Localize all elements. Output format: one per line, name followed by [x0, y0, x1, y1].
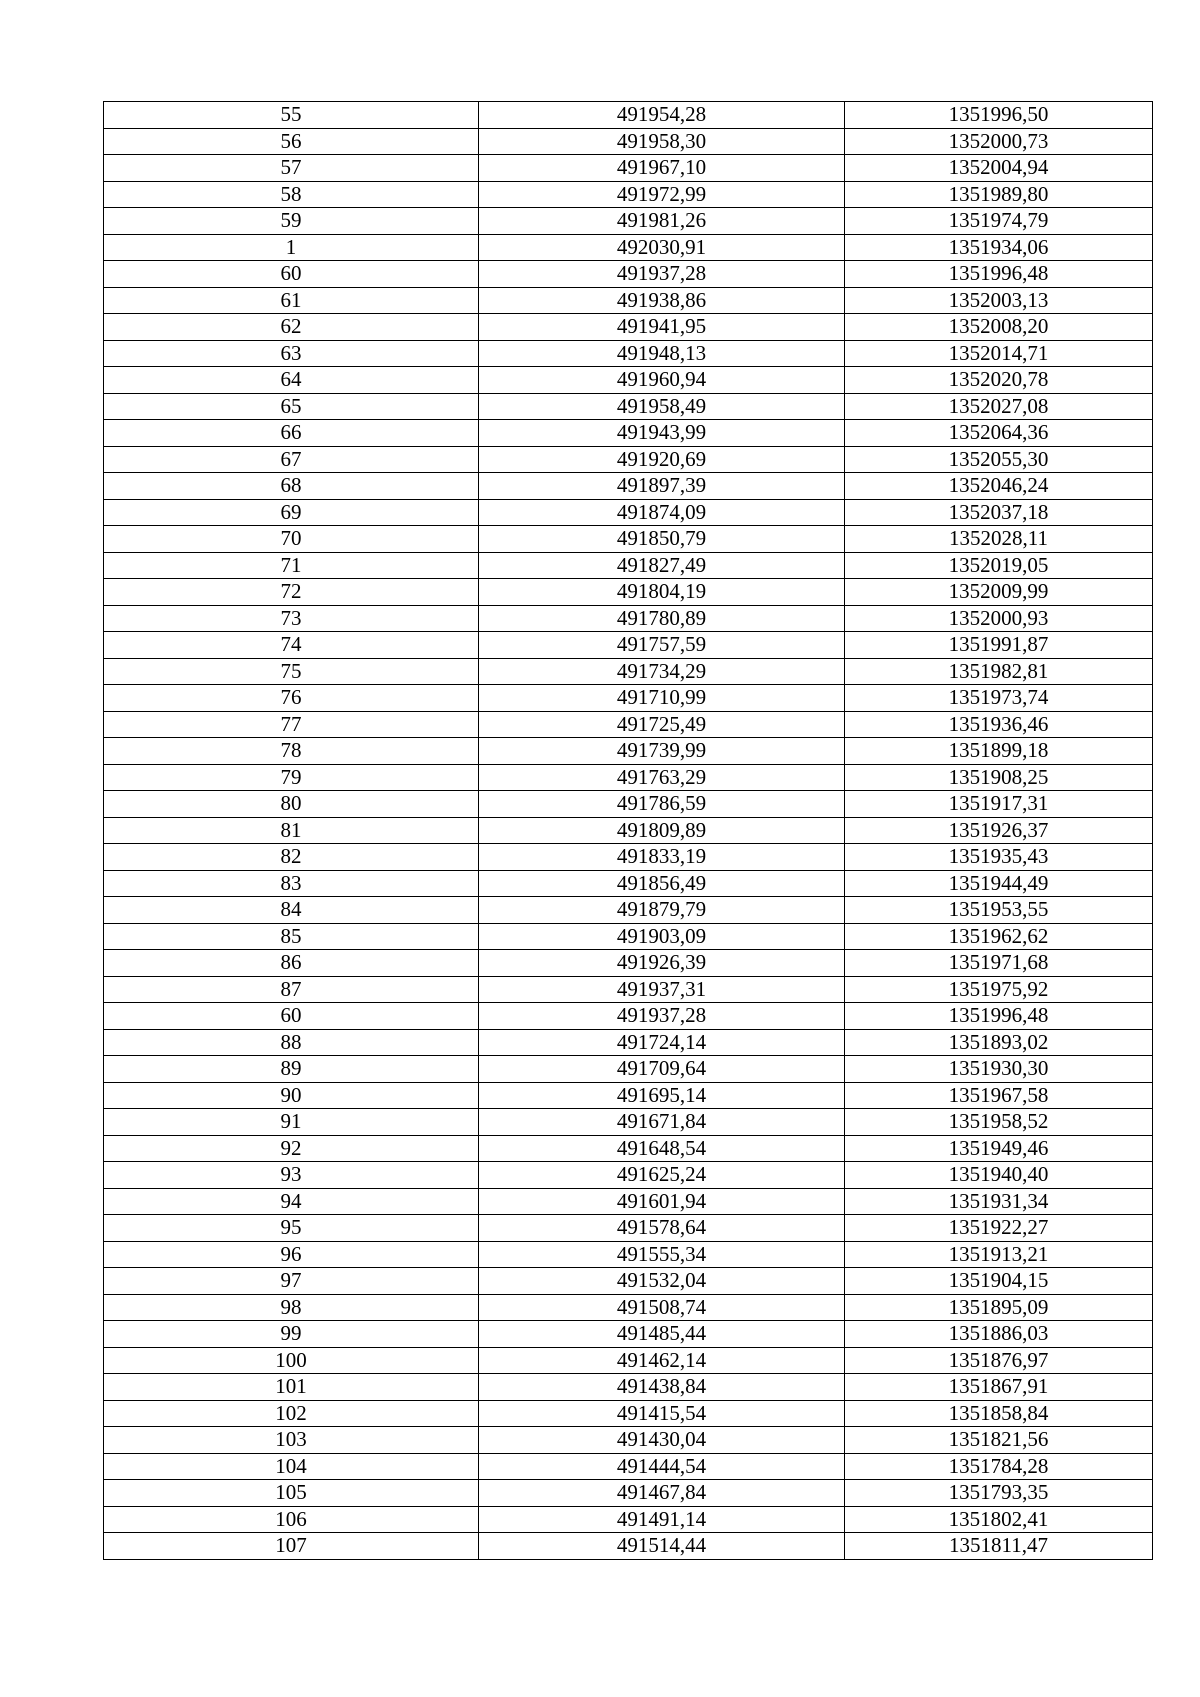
y-coordinate-cell: 1351991,87 [845, 632, 1153, 659]
x-coordinate-cell: 491879,79 [479, 897, 845, 924]
y-coordinate-cell: 1352027,08 [845, 393, 1153, 420]
y-coordinate-cell: 1351934,06 [845, 234, 1153, 261]
point-number-cell: 65 [104, 393, 479, 420]
y-coordinate-cell: 1351802,41 [845, 1506, 1153, 1533]
y-coordinate-cell: 1352000,73 [845, 128, 1153, 155]
x-coordinate-cell: 491958,49 [479, 393, 845, 420]
point-number-cell: 74 [104, 632, 479, 659]
x-coordinate-cell: 491508,74 [479, 1294, 845, 1321]
table-row [104, 314, 1153, 341]
y-coordinate-cell: 1351996,48 [845, 1003, 1153, 1030]
point-number-cell: 70 [104, 526, 479, 553]
y-coordinate-cell: 1351949,46 [845, 1135, 1153, 1162]
point-number-cell: 107 [104, 1533, 479, 1560]
point-number-cell: 75 [104, 658, 479, 685]
point-number-cell: 81 [104, 817, 479, 844]
table-row [104, 632, 1153, 659]
table-row [104, 579, 1153, 606]
table-row [104, 340, 1153, 367]
x-coordinate-cell: 491695,14 [479, 1082, 845, 1109]
table-row [104, 181, 1153, 208]
x-coordinate-cell: 491430,04 [479, 1427, 845, 1454]
table-row [104, 499, 1153, 526]
y-coordinate-cell: 1351996,50 [845, 102, 1153, 129]
table-row [104, 658, 1153, 685]
table-row [104, 897, 1153, 924]
y-coordinate-cell: 1351886,03 [845, 1321, 1153, 1348]
point-number-cell: 102 [104, 1400, 479, 1427]
y-coordinate-cell: 1351975,92 [845, 976, 1153, 1003]
x-coordinate-cell: 491444,54 [479, 1453, 845, 1480]
y-coordinate-cell: 1351904,15 [845, 1268, 1153, 1295]
point-number-cell: 69 [104, 499, 479, 526]
y-coordinate-cell: 1352064,36 [845, 420, 1153, 447]
table-row [104, 208, 1153, 235]
y-coordinate-cell: 1351973,74 [845, 685, 1153, 712]
x-coordinate-cell: 491648,54 [479, 1135, 845, 1162]
x-coordinate-cell: 491958,30 [479, 128, 845, 155]
x-coordinate-cell: 491786,59 [479, 791, 845, 818]
point-number-cell: 60 [104, 1003, 479, 1030]
table-row [104, 552, 1153, 579]
table-row [104, 1506, 1153, 1533]
table-row [104, 234, 1153, 261]
point-number-cell: 61 [104, 287, 479, 314]
point-number-cell: 96 [104, 1241, 479, 1268]
point-number-cell: 84 [104, 897, 479, 924]
point-number-cell: 101 [104, 1374, 479, 1401]
y-coordinate-cell: 1351908,25 [845, 764, 1153, 791]
x-coordinate-cell: 491856,49 [479, 870, 845, 897]
y-coordinate-cell: 1351867,91 [845, 1374, 1153, 1401]
x-coordinate-cell: 492030,91 [479, 234, 845, 261]
point-number-cell: 103 [104, 1427, 479, 1454]
y-coordinate-cell: 1351821,56 [845, 1427, 1153, 1454]
table-row [104, 1533, 1153, 1560]
y-coordinate-cell: 1352009,99 [845, 579, 1153, 606]
x-coordinate-cell: 491937,28 [479, 1003, 845, 1030]
table-row [104, 1135, 1153, 1162]
x-coordinate-cell: 491725,49 [479, 711, 845, 738]
x-coordinate-cell: 491671,84 [479, 1109, 845, 1136]
y-coordinate-cell: 1351917,31 [845, 791, 1153, 818]
table-row [104, 287, 1153, 314]
y-coordinate-cell: 1351935,43 [845, 844, 1153, 871]
table-row [104, 1374, 1153, 1401]
y-coordinate-cell: 1351936,46 [845, 711, 1153, 738]
point-number-cell: 1 [104, 234, 479, 261]
x-coordinate-cell: 491948,13 [479, 340, 845, 367]
x-coordinate-cell: 491739,99 [479, 738, 845, 765]
point-number-cell: 68 [104, 473, 479, 500]
y-coordinate-cell: 1351989,80 [845, 181, 1153, 208]
y-coordinate-cell: 1351893,02 [845, 1029, 1153, 1056]
y-coordinate-cell: 1351926,37 [845, 817, 1153, 844]
point-number-cell: 98 [104, 1294, 479, 1321]
x-coordinate-cell: 491415,54 [479, 1400, 845, 1427]
point-number-cell: 83 [104, 870, 479, 897]
table-row [104, 473, 1153, 500]
y-coordinate-cell: 1351876,97 [845, 1347, 1153, 1374]
table-row [104, 1427, 1153, 1454]
x-coordinate-cell: 491903,09 [479, 923, 845, 950]
x-coordinate-cell: 491981,26 [479, 208, 845, 235]
table-row [104, 1321, 1153, 1348]
point-number-cell: 90 [104, 1082, 479, 1109]
y-coordinate-cell: 1351967,58 [845, 1082, 1153, 1109]
point-number-cell: 63 [104, 340, 479, 367]
x-coordinate-cell: 491941,95 [479, 314, 845, 341]
x-coordinate-cell: 491972,99 [479, 181, 845, 208]
point-number-cell: 66 [104, 420, 479, 447]
y-coordinate-cell: 1352019,05 [845, 552, 1153, 579]
y-coordinate-cell: 1351811,47 [845, 1533, 1153, 1560]
point-number-cell: 95 [104, 1215, 479, 1242]
table-row [104, 446, 1153, 473]
table-row [104, 1162, 1153, 1189]
x-coordinate-cell: 491532,04 [479, 1268, 845, 1295]
x-coordinate-cell: 491827,49 [479, 552, 845, 579]
point-number-cell: 106 [104, 1506, 479, 1533]
x-coordinate-cell: 491897,39 [479, 473, 845, 500]
x-coordinate-cell: 491833,19 [479, 844, 845, 871]
y-coordinate-cell: 1352000,93 [845, 605, 1153, 632]
x-coordinate-cell: 491578,64 [479, 1215, 845, 1242]
table-row [104, 1188, 1153, 1215]
y-coordinate-cell: 1351971,68 [845, 950, 1153, 977]
x-coordinate-cell: 491809,89 [479, 817, 845, 844]
y-coordinate-cell: 1351895,09 [845, 1294, 1153, 1321]
x-coordinate-cell: 491804,19 [479, 579, 845, 606]
point-number-cell: 72 [104, 579, 479, 606]
table-row [104, 155, 1153, 182]
y-coordinate-cell: 1352004,94 [845, 155, 1153, 182]
table-row [104, 393, 1153, 420]
point-number-cell: 78 [104, 738, 479, 765]
point-number-cell: 104 [104, 1453, 479, 1480]
y-coordinate-cell: 1352037,18 [845, 499, 1153, 526]
table-row [104, 685, 1153, 712]
table-row [104, 261, 1153, 288]
table-row [104, 976, 1153, 1003]
table-row [104, 1294, 1153, 1321]
x-coordinate-cell: 491467,84 [479, 1480, 845, 1507]
y-coordinate-cell: 1351940,40 [845, 1162, 1153, 1189]
point-number-cell: 67 [104, 446, 479, 473]
y-coordinate-cell: 1351931,34 [845, 1188, 1153, 1215]
y-coordinate-cell: 1351899,18 [845, 738, 1153, 765]
point-number-cell: 79 [104, 764, 479, 791]
point-number-cell: 59 [104, 208, 479, 235]
point-number-cell: 92 [104, 1135, 479, 1162]
y-coordinate-cell: 1351996,48 [845, 261, 1153, 288]
table-row [104, 367, 1153, 394]
point-number-cell: 105 [104, 1480, 479, 1507]
point-number-cell: 73 [104, 605, 479, 632]
x-coordinate-cell: 491485,44 [479, 1321, 845, 1348]
y-coordinate-cell: 1352028,11 [845, 526, 1153, 553]
x-coordinate-cell: 491514,44 [479, 1533, 845, 1560]
x-coordinate-cell: 491920,69 [479, 446, 845, 473]
x-coordinate-cell: 491967,10 [479, 155, 845, 182]
y-coordinate-cell: 1351944,49 [845, 870, 1153, 897]
table-row [104, 1400, 1153, 1427]
y-coordinate-cell: 1351958,52 [845, 1109, 1153, 1136]
table-row [104, 1268, 1153, 1295]
x-coordinate-cell: 491937,28 [479, 261, 845, 288]
table-row [104, 605, 1153, 632]
point-number-cell: 56 [104, 128, 479, 155]
point-number-cell: 62 [104, 314, 479, 341]
x-coordinate-cell: 491710,99 [479, 685, 845, 712]
table-row [104, 844, 1153, 871]
table-row [104, 817, 1153, 844]
point-number-cell: 76 [104, 685, 479, 712]
y-coordinate-cell: 1351982,81 [845, 658, 1153, 685]
table-row [104, 870, 1153, 897]
x-coordinate-cell: 491937,31 [479, 976, 845, 1003]
coordinates-table [103, 101, 1153, 1560]
point-number-cell: 57 [104, 155, 479, 182]
table-row [104, 950, 1153, 977]
table-row [104, 1109, 1153, 1136]
table-row [104, 1453, 1153, 1480]
table-row [104, 420, 1153, 447]
table-row [104, 1347, 1153, 1374]
table-row [104, 1215, 1153, 1242]
y-coordinate-cell: 1351974,79 [845, 208, 1153, 235]
x-coordinate-cell: 491555,34 [479, 1241, 845, 1268]
x-coordinate-cell: 491938,86 [479, 287, 845, 314]
point-number-cell: 77 [104, 711, 479, 738]
y-coordinate-cell: 1352008,20 [845, 314, 1153, 341]
y-coordinate-cell: 1351953,55 [845, 897, 1153, 924]
point-number-cell: 58 [104, 181, 479, 208]
point-number-cell: 100 [104, 1347, 479, 1374]
y-coordinate-cell: 1351858,84 [845, 1400, 1153, 1427]
table-row [104, 1056, 1153, 1083]
point-number-cell: 85 [104, 923, 479, 950]
y-coordinate-cell: 1352055,30 [845, 446, 1153, 473]
coordinates-table-body [104, 102, 1153, 1560]
y-coordinate-cell: 1352020,78 [845, 367, 1153, 394]
table-row [104, 1003, 1153, 1030]
y-coordinate-cell: 1351962,62 [845, 923, 1153, 950]
x-coordinate-cell: 491757,59 [479, 632, 845, 659]
point-number-cell: 71 [104, 552, 479, 579]
point-number-cell: 99 [104, 1321, 479, 1348]
x-coordinate-cell: 491601,94 [479, 1188, 845, 1215]
table-row [104, 738, 1153, 765]
x-coordinate-cell: 491438,84 [479, 1374, 845, 1401]
x-coordinate-cell: 491462,14 [479, 1347, 845, 1374]
table-row [104, 128, 1153, 155]
point-number-cell: 64 [104, 367, 479, 394]
table-row [104, 711, 1153, 738]
point-number-cell: 94 [104, 1188, 479, 1215]
table-row [104, 1029, 1153, 1056]
y-coordinate-cell: 1352014,71 [845, 340, 1153, 367]
x-coordinate-cell: 491780,89 [479, 605, 845, 632]
point-number-cell: 86 [104, 950, 479, 977]
x-coordinate-cell: 491850,79 [479, 526, 845, 553]
table-row [104, 1082, 1153, 1109]
x-coordinate-cell: 491734,29 [479, 658, 845, 685]
y-coordinate-cell: 1352003,13 [845, 287, 1153, 314]
point-number-cell: 87 [104, 976, 479, 1003]
y-coordinate-cell: 1351930,30 [845, 1056, 1153, 1083]
x-coordinate-cell: 491724,14 [479, 1029, 845, 1056]
point-number-cell: 91 [104, 1109, 479, 1136]
point-number-cell: 55 [104, 102, 479, 129]
x-coordinate-cell: 491960,94 [479, 367, 845, 394]
x-coordinate-cell: 491874,09 [479, 499, 845, 526]
point-number-cell: 89 [104, 1056, 479, 1083]
x-coordinate-cell: 491926,39 [479, 950, 845, 977]
table-row [104, 923, 1153, 950]
table-row [104, 102, 1153, 129]
y-coordinate-cell: 1351784,28 [845, 1453, 1153, 1480]
x-coordinate-cell: 491491,14 [479, 1506, 845, 1533]
table-row [104, 1241, 1153, 1268]
point-number-cell: 93 [104, 1162, 479, 1189]
x-coordinate-cell: 491709,64 [479, 1056, 845, 1083]
y-coordinate-cell: 1351922,27 [845, 1215, 1153, 1242]
x-coordinate-cell: 491763,29 [479, 764, 845, 791]
table-row [104, 791, 1153, 818]
point-number-cell: 82 [104, 844, 479, 871]
y-coordinate-cell: 1351913,21 [845, 1241, 1153, 1268]
x-coordinate-cell: 491625,24 [479, 1162, 845, 1189]
point-number-cell: 97 [104, 1268, 479, 1295]
x-coordinate-cell: 491954,28 [479, 102, 845, 129]
y-coordinate-cell: 1351793,35 [845, 1480, 1153, 1507]
point-number-cell: 88 [104, 1029, 479, 1056]
point-number-cell: 60 [104, 261, 479, 288]
table-row [104, 1480, 1153, 1507]
table-row [104, 764, 1153, 791]
point-number-cell: 80 [104, 791, 479, 818]
table-row [104, 526, 1153, 553]
y-coordinate-cell: 1352046,24 [845, 473, 1153, 500]
x-coordinate-cell: 491943,99 [479, 420, 845, 447]
